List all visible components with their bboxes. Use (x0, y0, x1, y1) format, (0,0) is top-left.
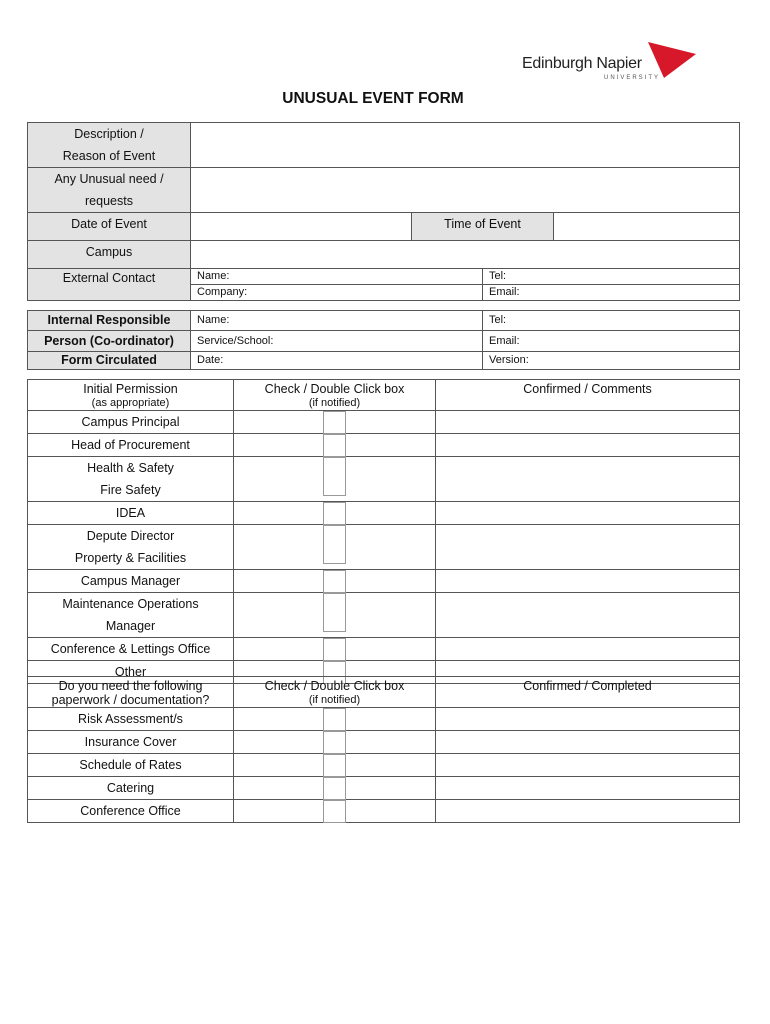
needs-label: Any Unusual need / requests (28, 168, 191, 213)
permission-comment-field[interactable] (436, 457, 740, 502)
campus-label: Campus (28, 241, 191, 269)
paperwork-item-label: Conference Office (28, 800, 234, 823)
permission-role-label: Maintenance Operations Manager (28, 593, 234, 638)
paperwork-header: Do you need the following paperwork / documentation? (28, 677, 234, 708)
circulated-date-field[interactable]: Date: (191, 352, 483, 370)
paperwork-completed-field[interactable] (436, 777, 740, 800)
permission-role-label: IDEA (28, 502, 234, 525)
paperwork-item-label: Insurance Cover (28, 731, 234, 754)
permission-checkbox[interactable] (323, 570, 346, 593)
permission-check-cell (234, 593, 436, 638)
paperwork-check-cell (234, 777, 436, 800)
university-logo (522, 42, 698, 86)
form-circulated-label: Form Circulated (28, 352, 191, 370)
logo-subtitle: UNIVERSITY (604, 75, 661, 81)
permission-row (28, 434, 740, 457)
permission-comment-field[interactable] (436, 638, 740, 661)
event-details-table (27, 122, 740, 269)
permission-row (28, 411, 740, 434)
paperwork-completed-field[interactable] (436, 708, 740, 731)
permission-header: Initial Permission (as appropriate) (28, 380, 234, 411)
date-of-event-label: Date of Event (28, 213, 191, 241)
paperwork-completed-field[interactable] (436, 754, 740, 777)
circulated-version-field[interactable]: Version: (483, 352, 740, 370)
external-email-field[interactable]: Email: (483, 285, 740, 301)
paperwork-checkbox[interactable] (323, 708, 346, 731)
permission-row (28, 502, 740, 525)
paperwork-checkbox[interactable] (323, 731, 346, 754)
permission-row (28, 638, 740, 661)
paperwork-row (28, 708, 740, 731)
permission-role-label: Health & Safety Fire Safety (28, 457, 234, 502)
paperwork-row (28, 754, 740, 777)
external-name-field[interactable]: Name: (191, 269, 483, 285)
permission-comment-field[interactable] (436, 525, 740, 570)
permission-comment-field[interactable] (436, 570, 740, 593)
paperwork-row (28, 731, 740, 754)
permission-checkbox[interactable] (323, 457, 346, 496)
coordinator-label: Person (Co-ordinator) (28, 331, 191, 352)
permission-row (28, 457, 740, 502)
logo-name: Edinburgh Napier (522, 55, 642, 72)
permission-check-cell (234, 457, 436, 502)
permission-checkbox[interactable] (323, 525, 346, 564)
confirmed-comments-header: Confirmed / Comments (436, 380, 740, 411)
permission-row (28, 525, 740, 570)
permission-role-label: Campus Principal (28, 411, 234, 434)
internal-service-field[interactable]: Service/School: (191, 331, 483, 352)
description-field[interactable] (191, 123, 740, 168)
permission-comment-field[interactable] (436, 593, 740, 638)
paperwork-checkbox[interactable] (323, 777, 346, 800)
permission-checkbox[interactable] (323, 593, 346, 632)
external-tel-field[interactable]: Tel: (483, 269, 740, 285)
permission-checkbox[interactable] (323, 434, 346, 457)
needs-field[interactable] (191, 168, 740, 213)
internal-contact-table (27, 310, 740, 370)
time-of-event-label: Time of Event (412, 213, 554, 241)
paperwork-item-label: Schedule of Rates (28, 754, 234, 777)
permission-comment-field[interactable] (436, 502, 740, 525)
permission-role-label: Conference & Lettings Office (28, 638, 234, 661)
internal-email-field[interactable]: Email: (483, 331, 740, 352)
permission-role-label: Other (28, 661, 234, 684)
permission-checkbox[interactable] (323, 638, 346, 661)
permission-row (28, 593, 740, 638)
internal-responsible-label: Internal Responsible (28, 311, 191, 331)
paperwork-item-label: Catering (28, 777, 234, 800)
paperwork-check-header: Check / Double Click box (if notified) (234, 677, 436, 708)
paperwork-completed-field[interactable] (436, 800, 740, 823)
permissions-table (27, 379, 740, 684)
paperwork-table (27, 676, 740, 823)
paperwork-checkbox[interactable] (323, 754, 346, 777)
internal-name-field[interactable]: Name: (191, 311, 483, 331)
permission-comment-field[interactable] (436, 411, 740, 434)
permission-comment-field[interactable] (436, 434, 740, 457)
paperwork-row (28, 777, 740, 800)
permission-check-cell (234, 525, 436, 570)
permission-checkbox[interactable] (323, 411, 346, 434)
permission-check-cell (234, 434, 436, 457)
confirmed-completed-header: Confirmed / Completed (436, 677, 740, 708)
paperwork-check-cell (234, 754, 436, 777)
campus-field[interactable] (191, 241, 740, 269)
permission-checkbox[interactable] (323, 502, 346, 525)
permission-role-label: Campus Manager (28, 570, 234, 593)
check-header: Check / Double Click box (if notified) (234, 380, 436, 411)
permission-role-label: Depute Director Property & Facilities (28, 525, 234, 570)
internal-tel-field[interactable]: Tel: (483, 311, 740, 331)
permission-row (28, 570, 740, 593)
permission-check-cell (234, 638, 436, 661)
date-of-event-field[interactable] (191, 213, 412, 241)
external-contact-table (27, 268, 740, 301)
paperwork-check-cell (234, 800, 436, 823)
paperwork-item-label: Risk Assessment/s (28, 708, 234, 731)
external-company-field[interactable]: Company: (191, 285, 483, 301)
form-title: UNUSUAL EVENT FORM (282, 90, 464, 107)
paperwork-checkbox[interactable] (323, 800, 346, 823)
paperwork-completed-field[interactable] (436, 731, 740, 754)
paperwork-check-cell (234, 731, 436, 754)
paperwork-row (28, 800, 740, 823)
time-of-event-field[interactable] (554, 213, 740, 241)
paperwork-check-cell (234, 708, 436, 731)
permission-check-cell (234, 570, 436, 593)
permission-check-cell (234, 411, 436, 434)
description-label: Description / Reason of Event (28, 123, 191, 168)
permission-role-label: Head of Procurement (28, 434, 234, 457)
permission-check-cell (234, 502, 436, 525)
external-contact-label: External Contact (28, 269, 191, 301)
